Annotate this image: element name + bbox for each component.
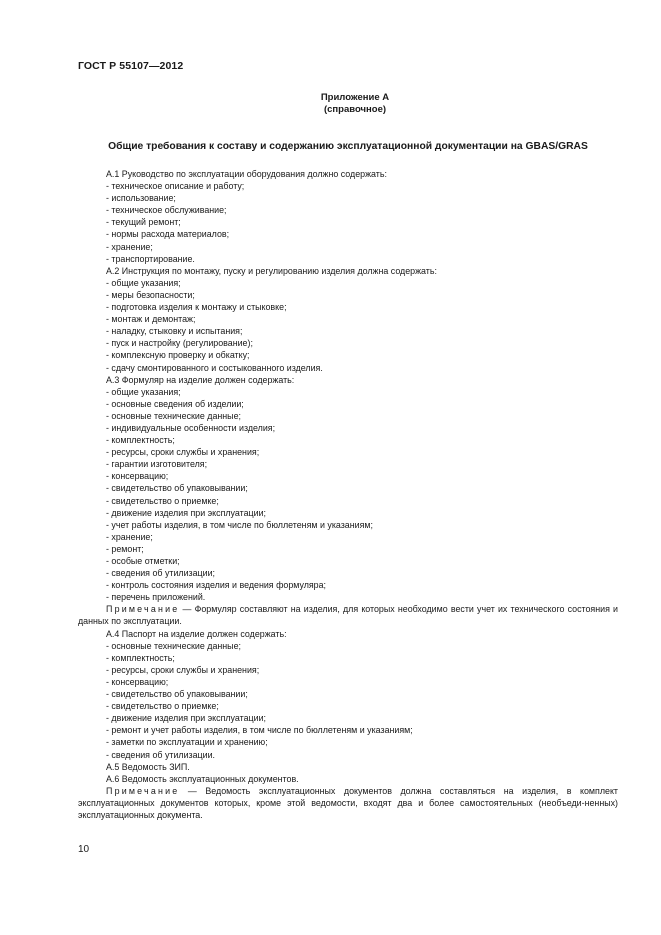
list-item: - основные сведения об изделии; xyxy=(106,398,244,409)
list-a3 xyxy=(78,386,618,604)
list-item: - свидетельство о приемке; xyxy=(106,495,219,506)
list-item: - техническое описание и работу; xyxy=(106,181,245,192)
paragraph-a5: А.5 Ведомость ЗИП. xyxy=(106,761,190,772)
list-a4 xyxy=(78,640,618,761)
list-item: - общие указания; xyxy=(106,277,181,288)
list-item: - комплексную проверку и обкатку; xyxy=(106,350,250,361)
list-item: - учет работы изделия, в том числе по бюллетеням и указаниям; xyxy=(106,519,373,530)
note-label: Примечание xyxy=(106,604,180,615)
list-item: - комплектность; xyxy=(106,652,175,663)
list-item: - ремонт и учет работы изделия, в том числе по бюллетеням и указаниям; xyxy=(106,725,413,736)
note-text: — Ведомость эксплуатационных документов должна составляться на изделия, в комплект эксплуатационных документов которых, кроме этой ведомости, входят два и более самостоятельных (необъеди-ненных) эксплуатационных документа. xyxy=(78,785,618,820)
paragraph-a4-intro: А.4 Паспорт на изделие должен содержать: xyxy=(106,628,287,639)
list-item: - хранение; xyxy=(106,241,153,252)
note-a6 xyxy=(78,785,618,821)
list-item: - консервацию; xyxy=(106,471,169,482)
list-item: - ремонт; xyxy=(106,543,144,554)
paragraph-a6: А.6 Ведомость эксплуатационных документов. xyxy=(106,773,299,784)
paragraph-a3-intro: А.3 Формуляр на изделие должен содержать: xyxy=(106,374,295,385)
list-item: - индивидуальные особенности изделия; xyxy=(106,422,276,433)
note-text: — Формуляр составляют на изделия, для которых необходимо вести учет их технического состояния и данных по эксплуатации. xyxy=(78,604,618,627)
document-body xyxy=(78,168,618,821)
list-item: - свидетельство об упаковывании; xyxy=(106,483,248,494)
list-item: - меры безопасности; xyxy=(106,289,195,300)
section-title: Общие требования к составу и содержанию эксплуатационной документации на GBAS/GRAS xyxy=(108,141,588,152)
list-item: - сведения об утилизации. xyxy=(106,749,216,760)
list-a2 xyxy=(78,277,618,374)
list-item: - консервацию; xyxy=(106,676,169,687)
list-item: - транспортирование. xyxy=(106,253,195,264)
paragraph-a2-intro: А.2 Инструкция по монтажу, пуску и регулированию изделия должна содержать: xyxy=(106,265,437,276)
page-number: 10 xyxy=(78,844,90,855)
note-label: Примечание xyxy=(106,785,180,796)
list-item: - движение изделия при эксплуатации; xyxy=(106,507,267,518)
list-item: - заметки по эксплуатации и хранению; xyxy=(106,737,268,748)
list-item: - общие указания; xyxy=(106,386,181,397)
list-item: - текущий ремонт; xyxy=(106,217,181,228)
list-item: - контроль состояния изделия и ведения формуляра; xyxy=(106,580,327,591)
list-item: - основные технические данные; xyxy=(106,640,241,651)
list-item: - перечень приложений. xyxy=(106,592,206,603)
list-item: - хранение; xyxy=(106,531,153,542)
note-a3 xyxy=(78,603,618,627)
list-item: - сведения об утилизации; xyxy=(106,568,216,579)
list-item: - подготовка изделия к монтажу и стыковке; xyxy=(106,302,287,313)
list-item: - свидетельство об упаковывании; xyxy=(106,689,248,700)
list-item: - основные технические данные; xyxy=(106,410,241,421)
list-item: - гарантии изготовителя; xyxy=(106,459,208,470)
list-item: - ресурсы, сроки службы и хранения; xyxy=(106,447,260,458)
annex-heading xyxy=(305,92,405,116)
list-item: - свидетельство о приемке; xyxy=(106,701,219,712)
list-item: - использование; xyxy=(106,193,176,204)
list-item: - нормы расхода материалов; xyxy=(106,229,230,240)
document-header: ГОСТ Р 55107—2012 xyxy=(78,60,184,72)
paragraph-a1-intro: А.1 Руководство по эксплуатации оборудования должно содержать: xyxy=(106,169,387,179)
list-a1 xyxy=(78,180,618,265)
list-item: - особые отметки; xyxy=(106,556,180,566)
list-item: - комплектность; xyxy=(106,435,175,446)
list-item: - техническое обслуживание; xyxy=(106,205,227,216)
list-item: - сдачу смонтированного и состыкованного изделия. xyxy=(106,362,323,373)
annex-subtitle: (справочное) xyxy=(323,104,387,115)
list-item: - пуск и настройку (регулирование); xyxy=(106,338,253,349)
list-item: - ресурсы, сроки службы и хранения; xyxy=(106,664,260,675)
annex-title: Приложение А xyxy=(320,92,390,103)
list-item: - монтаж и демонтаж; xyxy=(106,314,196,325)
list-item: - движение изделия при эксплуатации; xyxy=(106,713,267,724)
list-item: - наладку, стыковку и испытания; xyxy=(106,326,243,337)
